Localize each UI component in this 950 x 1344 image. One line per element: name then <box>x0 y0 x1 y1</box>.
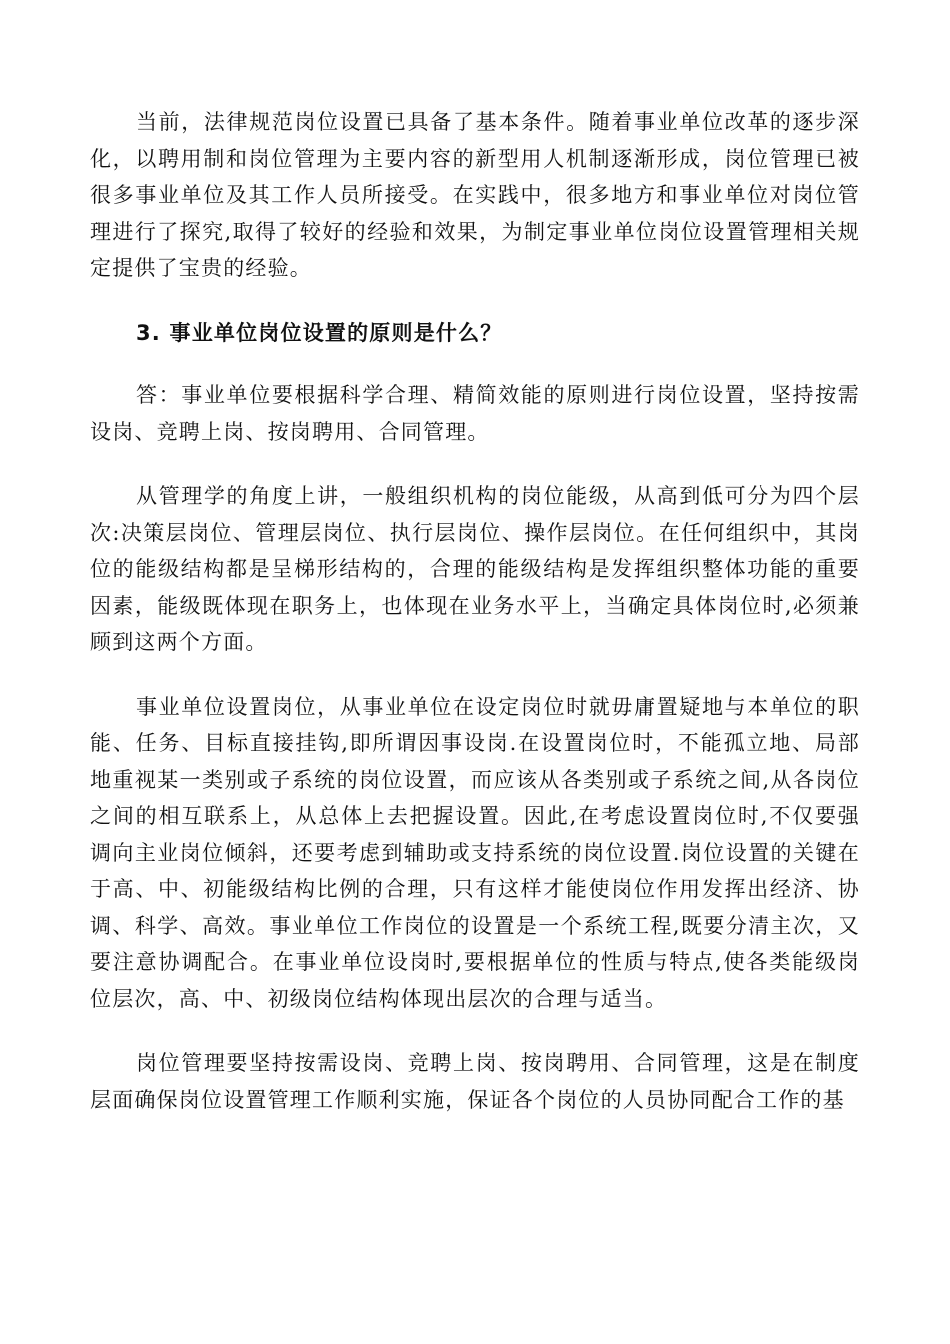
section-heading-principles: 3. 事业单位岗位设置的原则是什么？ <box>136 320 503 345</box>
paragraph-post-setting: 事业单位设置岗位，从事业单位在设定岗位时就毋庸置疑地与本单位的职能、任务、目标直接挂钩,即所谓因事设岗.在设置岗位时，不能孤立地、局部地重视某一类别或子系统的岗位设置，而应该从各类别或子系统之间,从各岗位之间的相互联系上，从总体上去把握设置。因此,在考虑设置岗位时,不仅要强调向主业岗位倾斜，还要考虑到辅助或支持系统的岗位设置.岗位设置的关键在于高、中、初能级结构比例的合理，只有这样才能使岗位作用发挥出经济、协调、科学、高效。事业单位工作岗位的设置是一个系统工程,既要分清主次，又要注意协调配合。在事业单位设岗时,要根据单位的性质与特点,使各类能级岗位层次，高、中、初级岗位结构体现出层次的合理与适当。 <box>90 694 860 1011</box>
paragraph-post-management: 岗位管理要坚持按需设岗、竞聘上岗、按岗聘用、合同管理，这是在制度层面确保岗位设置管理工作顺利实施，保证各个岗位的人员协同配合工作的基 <box>90 1051 860 1112</box>
paragraph-management-levels: 从管理学的角度上讲，一般组织机构的岗位能级，从高到低可分为四个层次:决策层岗位、管理层岗位、执行层岗位、操作层岗位。在任何组织中，其岗位的能级结构都是呈梯形结构的，合理的能级结构是发挥组织整体功能的重要因素，能级既体现在职务上，也体现在业务水平上，当确定具体岗位时,必须兼顾到这两个方面。 <box>90 484 860 654</box>
paragraph-answer: 答：事业单位要根据科学合理、精简效能的原则进行岗位设置，坚持按需设岗、竞聘上岗、按岗聘用、合同管理。 <box>90 383 860 444</box>
document-body <box>90 104 860 1146</box>
paragraph-conditions: 当前，法律规范岗位设置已具备了基本条件。随着事业单位改革的逐步深化，以聘用制和岗位管理为主要内容的新型用人机制逐渐形成，岗位管理已被很多事业单位及其工作人员所接受。在实践中，很多地方和事业单位对岗位管理进行了探究,取得了较好的经验和效果，为制定事业单位岗位设置管理相关规定提供了宝贵的经验。 <box>90 110 860 280</box>
